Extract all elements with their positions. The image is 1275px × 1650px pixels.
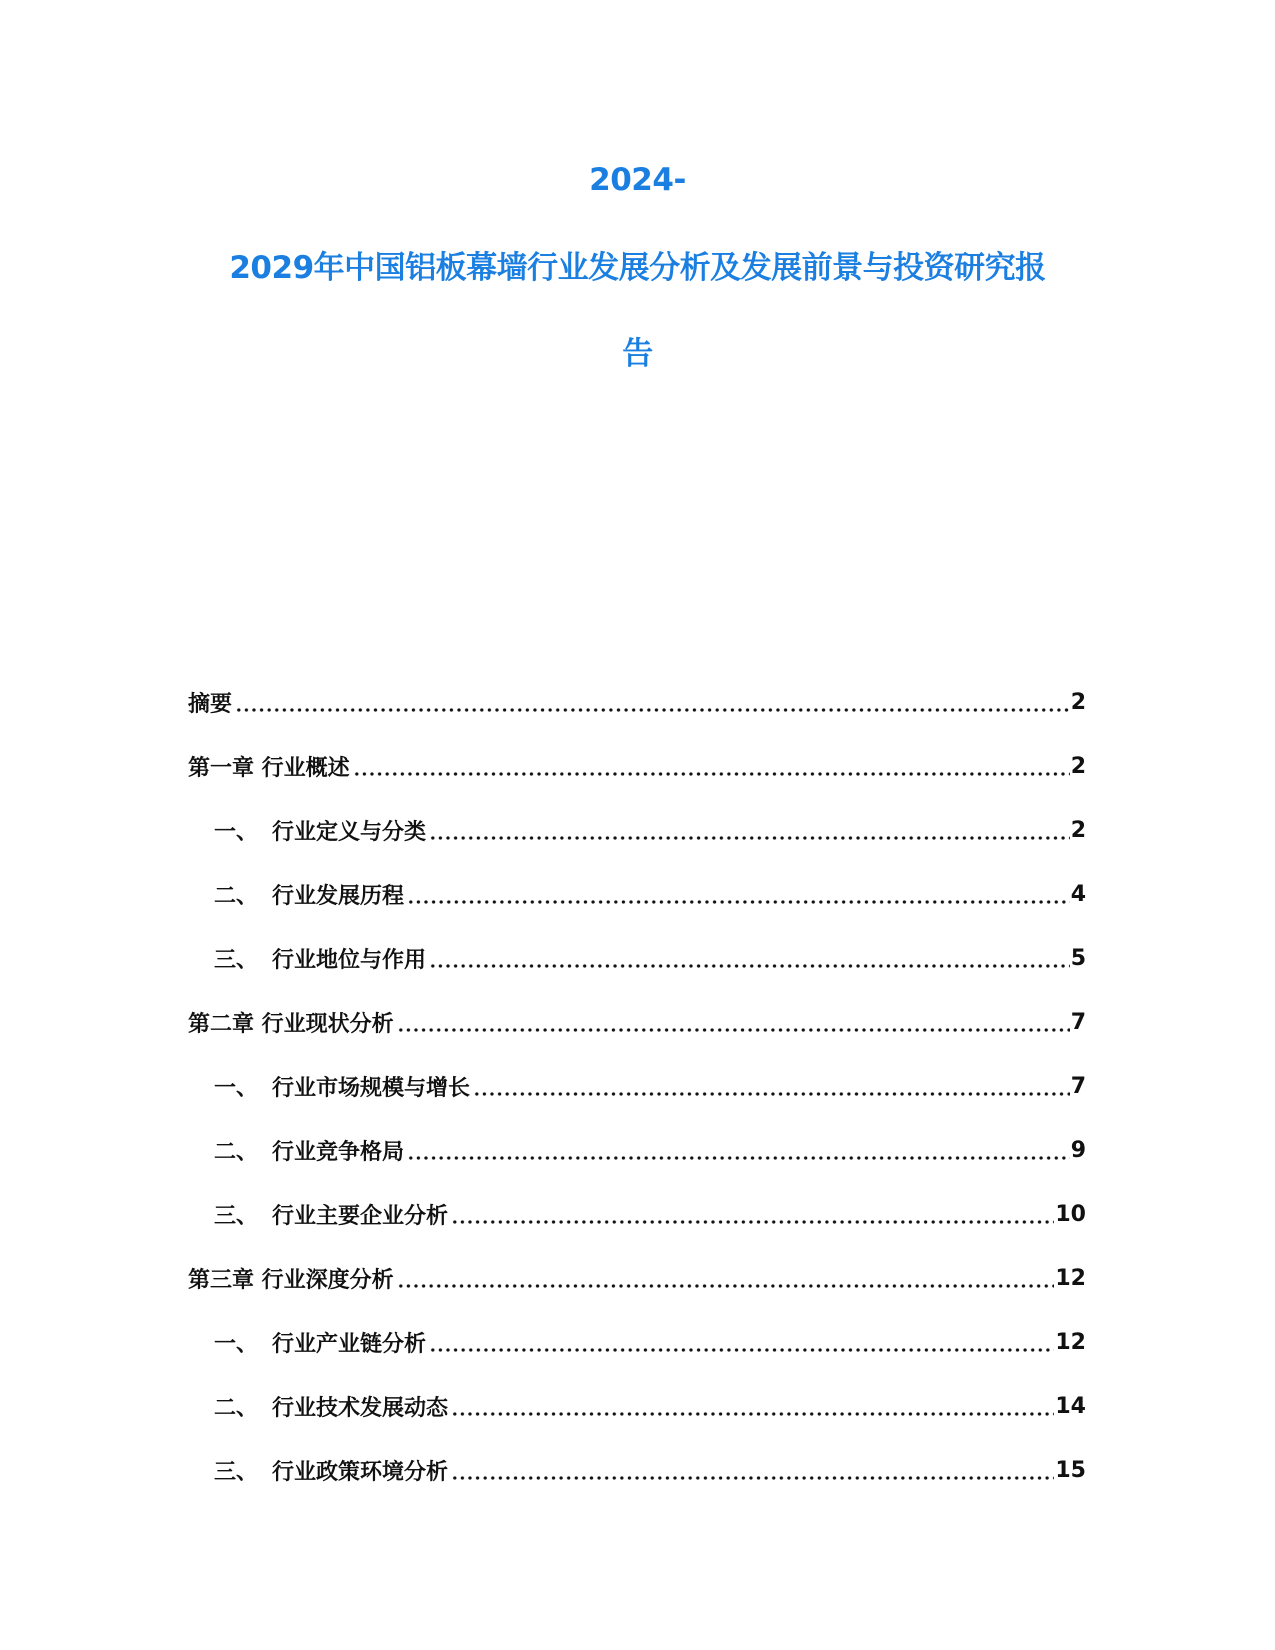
dot-leader — [451, 1395, 1054, 1417]
toc-page-number: 2 — [1070, 753, 1086, 779]
report-title-line-1: 2024- — [589, 162, 686, 198]
toc-page-number: 4 — [1070, 881, 1086, 907]
dot-leader — [235, 691, 1070, 713]
toc-entry-2-1[interactable] — [188, 1054, 1086, 1118]
toc-entry-1-3[interactable] — [188, 926, 1086, 990]
toc-entry-label: 第一章 行业概述 — [188, 755, 350, 781]
dot-leader — [473, 1075, 1070, 1097]
toc-entry-chapter-3[interactable] — [188, 1246, 1086, 1310]
dot-leader — [407, 883, 1070, 905]
toc-entry-prefix: 一、 — [214, 819, 259, 845]
toc-entry-label: 第三章 行业深度分析 — [188, 1267, 394, 1293]
toc-entry-prefix: 三、 — [214, 1459, 259, 1485]
toc-entry-label: 摘要 — [188, 691, 233, 717]
toc-entry-prefix: 三、 — [214, 1203, 259, 1229]
toc-entry-prefix: 一、 — [214, 1075, 259, 1101]
toc-page-number: 2 — [1070, 817, 1086, 843]
toc-entry-3-1[interactable] — [188, 1310, 1086, 1374]
toc-entry-prefix: 二、 — [214, 1139, 259, 1165]
toc-page-number: 12 — [1055, 1329, 1086, 1355]
report-title-line-3: 告 — [622, 336, 653, 372]
dot-leader — [407, 1139, 1070, 1161]
toc-entry-2-2[interactable] — [188, 1118, 1086, 1182]
toc-entry-label: 行业技术发展动态 — [272, 1395, 449, 1421]
toc-page-number: 15 — [1055, 1457, 1086, 1483]
toc-page-number: 10 — [1055, 1201, 1086, 1227]
toc-page-number: 12 — [1055, 1265, 1086, 1291]
toc-entry-3-2[interactable] — [188, 1374, 1086, 1438]
dot-leader — [451, 1203, 1054, 1225]
toc-page-number: 7 — [1070, 1073, 1086, 1099]
toc-entry-prefix: 二、 — [214, 1395, 259, 1421]
dot-leader — [397, 1267, 1055, 1289]
toc-entry-chapter-2[interactable] — [188, 990, 1086, 1054]
table-of-contents — [188, 670, 1086, 1502]
toc-entry-label: 行业主要企业分析 — [272, 1203, 449, 1229]
toc-entry-label: 第二章 行业现状分析 — [188, 1011, 394, 1037]
dot-leader — [353, 755, 1070, 777]
toc-entry-prefix: 三、 — [214, 947, 259, 973]
toc-entry-3-3[interactable] — [188, 1438, 1086, 1502]
toc-entry-1-1[interactable] — [188, 798, 1086, 862]
toc-entry-label: 行业市场规模与增长 — [272, 1075, 471, 1101]
toc-entry-label: 行业竞争格局 — [272, 1139, 405, 1165]
toc-entry-prefix: 二、 — [214, 883, 259, 909]
toc-entry-label: 行业定义与分类 — [272, 819, 427, 845]
toc-entry-label: 行业政策环境分析 — [272, 1459, 449, 1485]
toc-page-number: 14 — [1055, 1393, 1086, 1419]
toc-entry-1-2[interactable] — [188, 862, 1086, 926]
dot-leader — [429, 819, 1070, 841]
dot-leader — [397, 1011, 1070, 1033]
dot-leader — [429, 1331, 1054, 1353]
toc-page-number: 2 — [1070, 689, 1086, 715]
toc-entry-abstract[interactable] — [188, 670, 1086, 734]
report-title-line-2: 2029年中国铝板幕墙行业发展分析及发展前景与投资研究报 — [229, 250, 1046, 286]
toc-entry-2-3[interactable] — [188, 1182, 1086, 1246]
toc-entry-chapter-1[interactable] — [188, 734, 1086, 798]
dot-leader — [451, 1459, 1054, 1481]
toc-page-number: 5 — [1070, 945, 1086, 971]
toc-entry-label: 行业发展历程 — [272, 883, 405, 909]
toc-entry-prefix: 一、 — [214, 1331, 259, 1357]
toc-entry-label: 行业产业链分析 — [272, 1331, 427, 1357]
toc-page-number: 9 — [1070, 1137, 1086, 1163]
dot-leader — [429, 947, 1070, 969]
toc-entry-label: 行业地位与作用 — [272, 947, 427, 973]
toc-page-number: 7 — [1070, 1009, 1086, 1035]
